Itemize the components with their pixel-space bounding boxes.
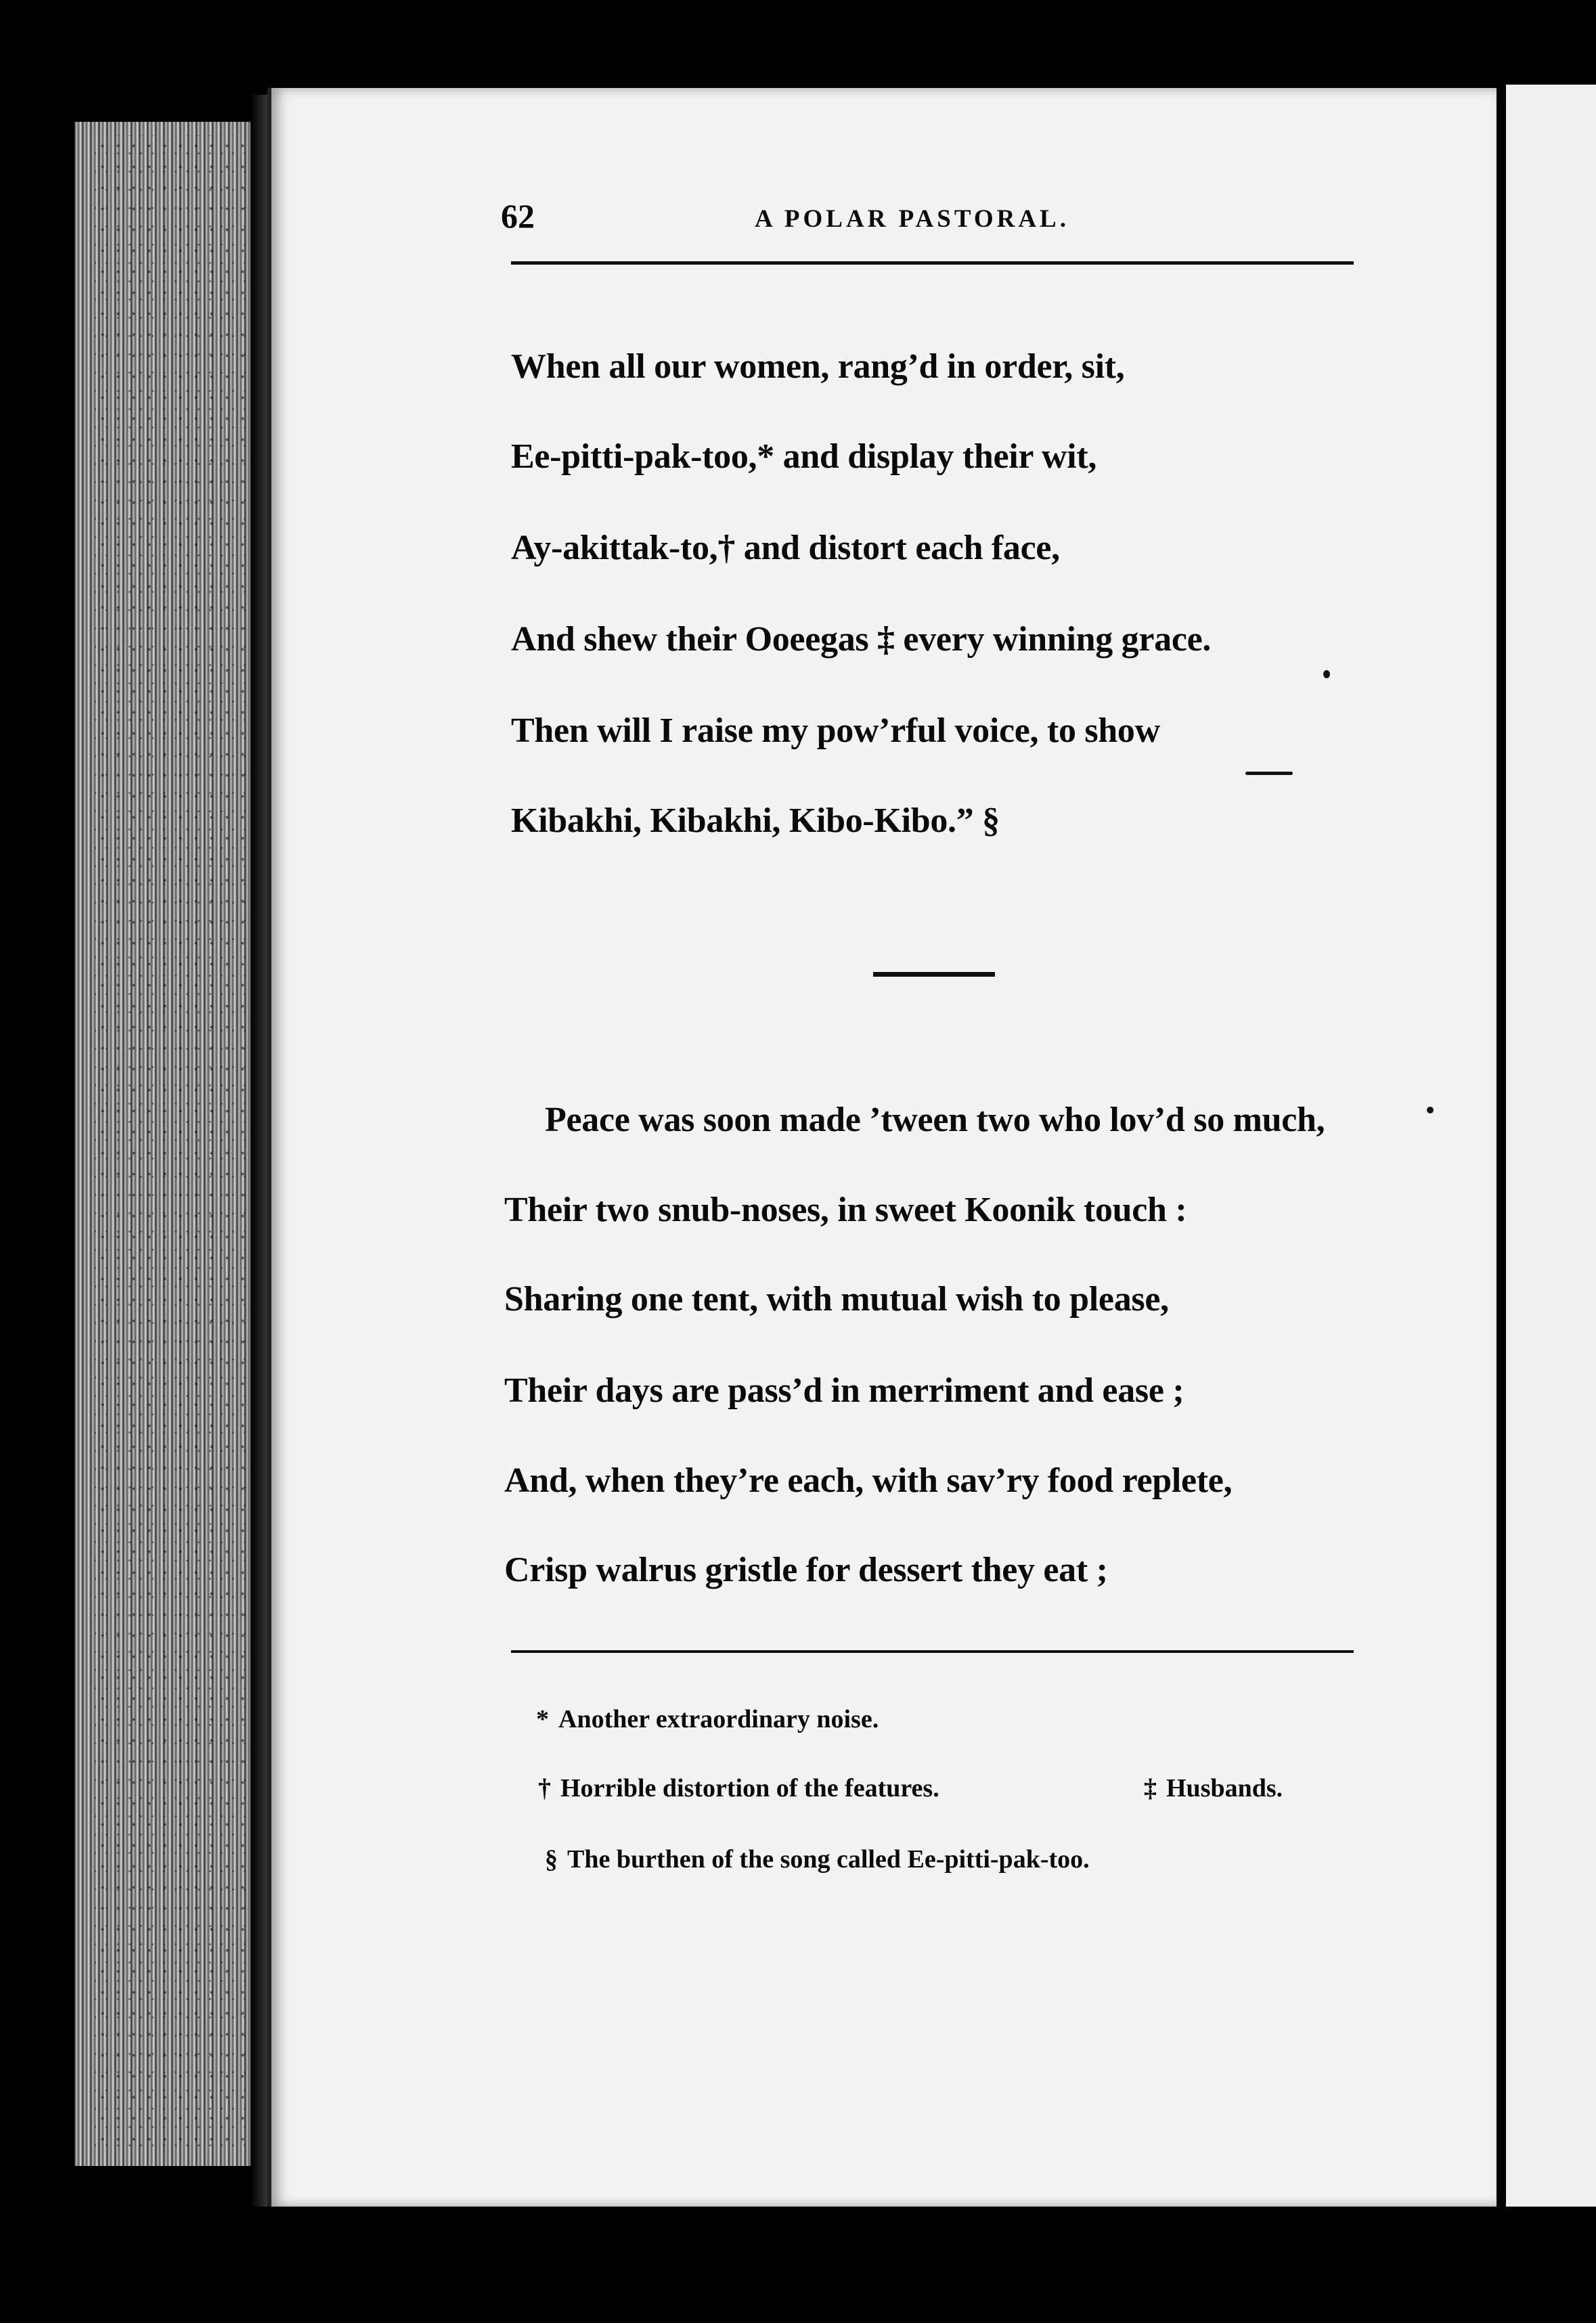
verse-line: When all our women, rang’d in order, sit, (511, 347, 1125, 386)
footnote-text: Horrible distortion of the features. (560, 1774, 939, 1802)
footnote-rule (511, 1650, 1354, 1653)
footnote (536, 1704, 879, 1734)
running-title: A POLAR PASTORAL. (755, 205, 1069, 233)
footnote (1144, 1773, 1283, 1803)
section-divider (873, 972, 995, 977)
footnote-text: The burthen of the song called Ee-pitti-pak-too. (567, 1845, 1090, 1874)
verse-line: And, when they’re each, with sav’ry food replete, (504, 1461, 1233, 1500)
footnote-mark: † (538, 1774, 551, 1802)
footnote-text: Another extraordinary noise. (558, 1705, 879, 1733)
verse-line: Then will I raise my pow’rful voice, to show (511, 711, 1160, 750)
verse-line: Ee-pitti-pak-too,* and display their wit, (511, 437, 1097, 476)
print-speck (1245, 772, 1293, 775)
footnote-mark: ‡ (1144, 1774, 1157, 1802)
verse-line: Crisp walrus gristle for dessert they eat ; (504, 1551, 1108, 1589)
footnote-mark: § (545, 1845, 558, 1874)
verse-line: Their two snub-noses, in sweet Koonik touch : (504, 1191, 1187, 1229)
footnote (538, 1773, 939, 1803)
verse-line: And shew their Ooeegas ‡ every winning grace. (511, 620, 1212, 659)
footnote-mark: * (536, 1705, 549, 1733)
footnote (545, 1844, 1090, 1874)
verse-line: Sharing one tent, with mutual wish to please, (504, 1280, 1169, 1319)
verse-line: Peace was soon made ’tween two who lov’d so much, (545, 1101, 1325, 1139)
page-number: 62 (501, 197, 535, 235)
verse-line: Kibakhi, Kibakhi, Kibo-Kibo.” § (511, 801, 1000, 840)
print-speck (1323, 670, 1330, 678)
header-rule (511, 261, 1354, 265)
verse-line: Their days are pass’d in merriment and ease ; (504, 1371, 1184, 1410)
running-head (501, 196, 1354, 250)
print-speck (1427, 1107, 1434, 1113)
footnote-text: Husbands. (1166, 1774, 1283, 1802)
verse-line: Ay-akittak-to,† and distort each face, (511, 529, 1060, 567)
